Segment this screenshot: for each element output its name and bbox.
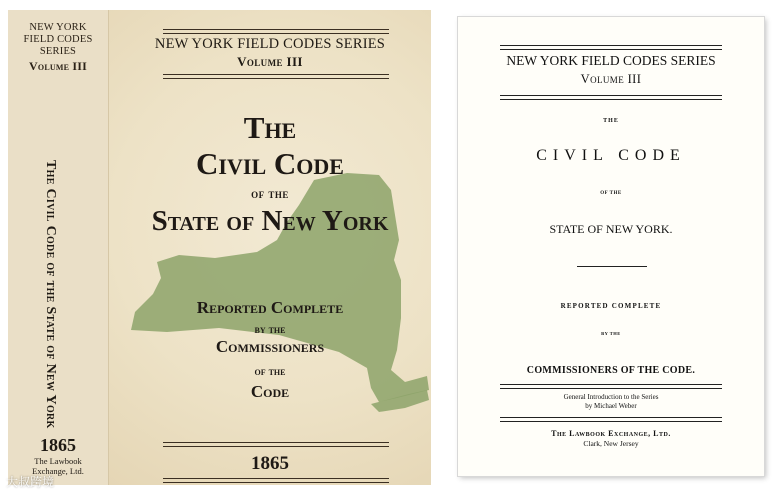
tp-intro-line1: General Introduction to the Series <box>563 393 659 401</box>
tp-of-the: OF THE <box>600 191 622 196</box>
cover-title-the: The <box>243 110 297 145</box>
cover-commissioners: Commissioners <box>215 337 325 356</box>
cover-year-rule-top <box>163 442 389 447</box>
cover-series-title: NEW YORK FIELD CODES SERIES <box>154 36 386 52</box>
cover-year: 1865 <box>251 453 289 474</box>
tp-series-title: NEW YORK FIELD CODES SERIES <box>506 53 716 68</box>
spine-vertical-title: The Civil Code of the State of New York <box>43 160 58 429</box>
cover-by-the: by the <box>254 322 286 336</box>
spine-series-line1: NEW YORK <box>29 22 87 33</box>
watermark: 大叔跨境 <box>6 475 55 489</box>
cover-of-the-2: of the <box>254 364 286 378</box>
spine-volume: Volume III <box>29 59 87 73</box>
cover-volume: Volume III <box>237 54 303 69</box>
cover-title-state: State of New York <box>151 205 389 237</box>
tp-publisher: The Lawbook Exchange, Ltd. <box>551 429 671 438</box>
cover-code: Code <box>250 382 290 401</box>
spine-year: 1865 <box>40 435 76 455</box>
tp-civil-code: CIVIL CODE <box>536 147 686 164</box>
tp-intro-line2: by Michael Weber <box>585 402 637 410</box>
cover-title-civil-code: Civil Code <box>196 146 344 181</box>
new-york-state-map <box>109 10 431 485</box>
tp-commissioners: COMMISSIONERS OF THE CODE. <box>526 365 696 376</box>
cover-year-rule-bottom <box>163 478 389 483</box>
book-front-cover <box>109 10 431 485</box>
tp-intro-rule-bottom <box>500 417 722 422</box>
spine-series-line2: FIELD CODES <box>23 34 93 45</box>
book-spine <box>8 10 109 485</box>
tp-the: THE <box>603 118 619 124</box>
cover-title-of-the: of the <box>251 186 289 201</box>
spine-publisher-line1: The Lawbook <box>34 456 82 466</box>
spine-publisher-line2: Exchange, Ltd. <box>32 466 84 476</box>
spine-series-line3: SERIES <box>39 46 77 57</box>
tp-reported-complete: REPORTED COMPLETE <box>560 302 662 310</box>
title-page <box>458 17 764 476</box>
spine-series-heading <box>8 22 108 72</box>
tp-state: STATE OF NEW YORK. <box>549 222 673 236</box>
cover-reported-complete: Reported Complete <box>196 298 344 317</box>
tp-by-the: BY THE <box>601 331 621 336</box>
tp-volume: Volume III <box>580 72 642 86</box>
cover-bottom-rule <box>163 74 389 79</box>
tp-intro-rule-top <box>500 384 722 389</box>
cover-top-rule <box>163 29 389 34</box>
tp-place: Clark, New Jersey <box>583 439 639 448</box>
tp-top-rule <box>500 45 722 50</box>
tp-divider <box>577 266 647 267</box>
tp-header-rule <box>500 95 722 100</box>
